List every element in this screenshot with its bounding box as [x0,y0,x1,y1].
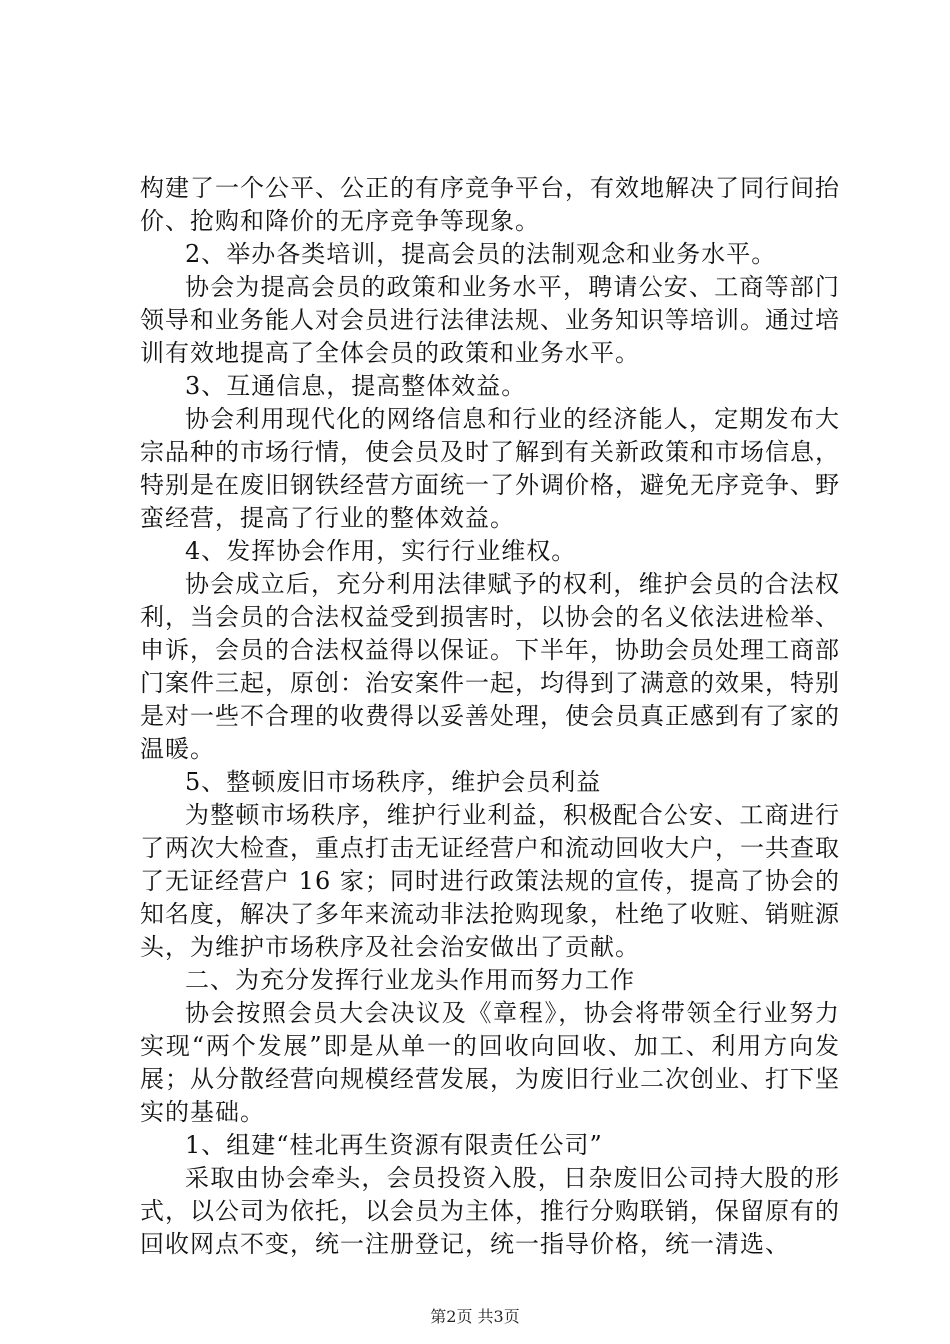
section-heading: 二、为充分发挥行业龙头作用而努力工作 [185,966,635,994]
paragraph: 协会为提高会员的政策和业务水平，聘请公安、工商等部门领导和业务能人对会员进行法律法规、业务知识等培训。通过培训有效地提高了全体会员的政策和业务水平。 [140,273,840,367]
paragraph: 采取由协会牵头，会员投资入股，日杂废旧公司持大股的形式，以公司为依托，以会员为主体，推行分购联销，保留原有的回收网点不变，统一注册登记，统一指导价格，统一清选、 [140,1164,840,1258]
page-number-footer: 第2页 共3页 [430,1307,520,1326]
section-heading: 3、互通信息，提高整体效益。 [185,372,527,400]
paragraph: 协会成立后，充分利用法律赋予的权利，维护会员的合法权利，当会员的合法权益受到损害时，以协会的名义依法进检举、申诉，会员的合法权益得以保证。下半年，协助会员处理工商部门案件三起，原创：治安案件一起，均得到了满意的效果，特别是对一些不合理的收费得以妥善处理，使会员真正感到有了家的温暖。 [140,570,840,763]
section-heading: 4、发挥协会作用，实行行业维权。 [185,537,577,565]
section-heading: 5、整顿废旧市场秩序，维护会员利益 [185,768,602,796]
document-body [140,172,840,1261]
section-heading: 1、组建“桂北再生资源有限责任公司” [185,1131,603,1159]
paragraph: 为整顿市场秩序，维护行业利益，积极配合公安、工商进行了两次大检查，重点打击无证经营户和流动回收大户，一共查取了无证经营户 16 家；同时进行政策法规的宣传，提高了协会的知名度，解决了多年来流动非法抢购现象，杜绝了收赃、销赃源头，为维护市场秩序及社会治安做出了贡献。 [140,801,840,961]
paragraph: 协会按照会员大会决议及《章程》，协会将带领全行业努力实现“两个发展”即是从单一的回收向回收、加工、利用方向发展；从分散经营向规模经营发展，为废旧行业二次创业、打下坚实的基础。 [140,999,840,1126]
section-heading: 2、举办各类培训，提高会员的法制观念和业务水平。 [185,240,777,268]
paragraph: 协会利用现代化的网络信息和行业的经济能人，定期发布大宗品种的市场行情，使会员及时了解到有关新政策和市场信息，特别是在废旧钢铁经营方面统一了外调价格，避免无序竞争、野蛮经营，提高了行业的整体效益。 [140,405,840,532]
paragraph: 构建了一个公平、公正的有序竞争平台，有效地解决了同行间抬价、抢购和降价的无序竞争等现象。 [140,174,840,235]
